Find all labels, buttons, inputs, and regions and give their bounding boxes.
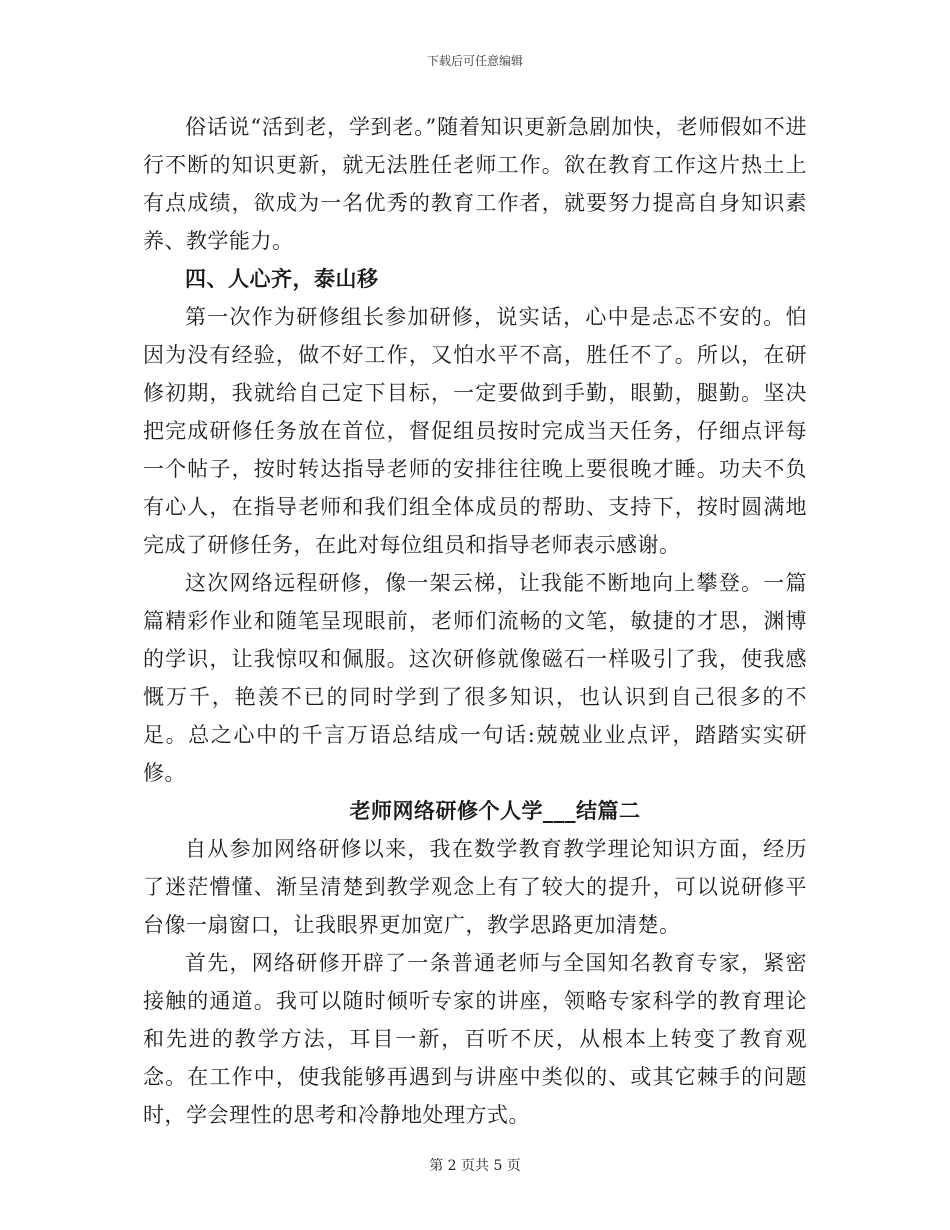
page-header-note: 下载后可任意编辑 <box>426 54 523 68</box>
article-title-part-two: 老师网络研修个人学___结篇二 <box>349 798 641 823</box>
paragraph-group-leader: 第一次作为研修组长参加研修，说实话，心中是忐忑不安的。怕因为没有经验，做不好工作，又怕水平不高，胜任不了。所以，在研修初期，我就给自己定下目标，一定要做到手勤，眼勤，腿勤。坚决把完成研修任务放在首位，督促组员按时完成当天任务，仔细点评每一个帖子，按时转达指导老师的安排往往晚上要很晚才睡。功夫不负有心人，在指导老师和我们组全体成员的帮助、支持下，按时圆满地完成了研修任务，在此对每位组员和指导老师表示感谢。 <box>143 305 807 557</box>
paragraph-cloud-ladder: 这次网络远程研修，像一架云梯，让我能不断地向上攀登。一篇篇精彩作业和随笔呈现眼前，老师们流畅的文笔，敏捷的才思，渊博的学识，让我惊叹和佩服。这次研修就像磁石一样吸引了我，使我感慨万千，艳羡不已的同时学到了很多知识，也认识到自己很多的不足。总之心中的千言万语总结成一句话:兢兢业业点评，踏踏实实研修。 <box>143 571 807 785</box>
document-body <box>143 108 807 1134</box>
paragraph-since-joining: 自从参加网络研修以来，我在数学教育教学理论知识方面，经历了迷茫懵懂、渐呈清楚到教学观念上有了较大的提升，可以说研修平台像一扇窗口，让我眼界更加宽广，教学思路更加清楚。 <box>143 837 807 937</box>
page-number-footer: 第 2 页共 5 页 <box>429 1158 521 1174</box>
paragraph-first-channel: 首先，网络研修开辟了一条普通老师与全国知名教育专家，紧密接触的通道。我可以随时倾听专家的讲座，领略专家科学的教育理论和先进的教学方法，耳目一新，百听不厌，从根本上转变了教育观念。在工作中，使我能够再遇到与讲座中类似的、或其它棘手的问题时，学会理性的思考和冷静地处理方式。 <box>143 951 807 1127</box>
section-heading-four: 四、人心齐，泰山移 <box>185 266 379 291</box>
paragraph-lifelong-learning: 俗话说“活到老，学到老。”随着知识更新急剧加快，老师假如不进行不断的知识更新，就无法胜任老师工作。欲在教育工作这片热土上有点成绩，欲成为一名优秀的教育工作者，就要努力提高自身知识素养、教学能力。 <box>143 115 807 253</box>
